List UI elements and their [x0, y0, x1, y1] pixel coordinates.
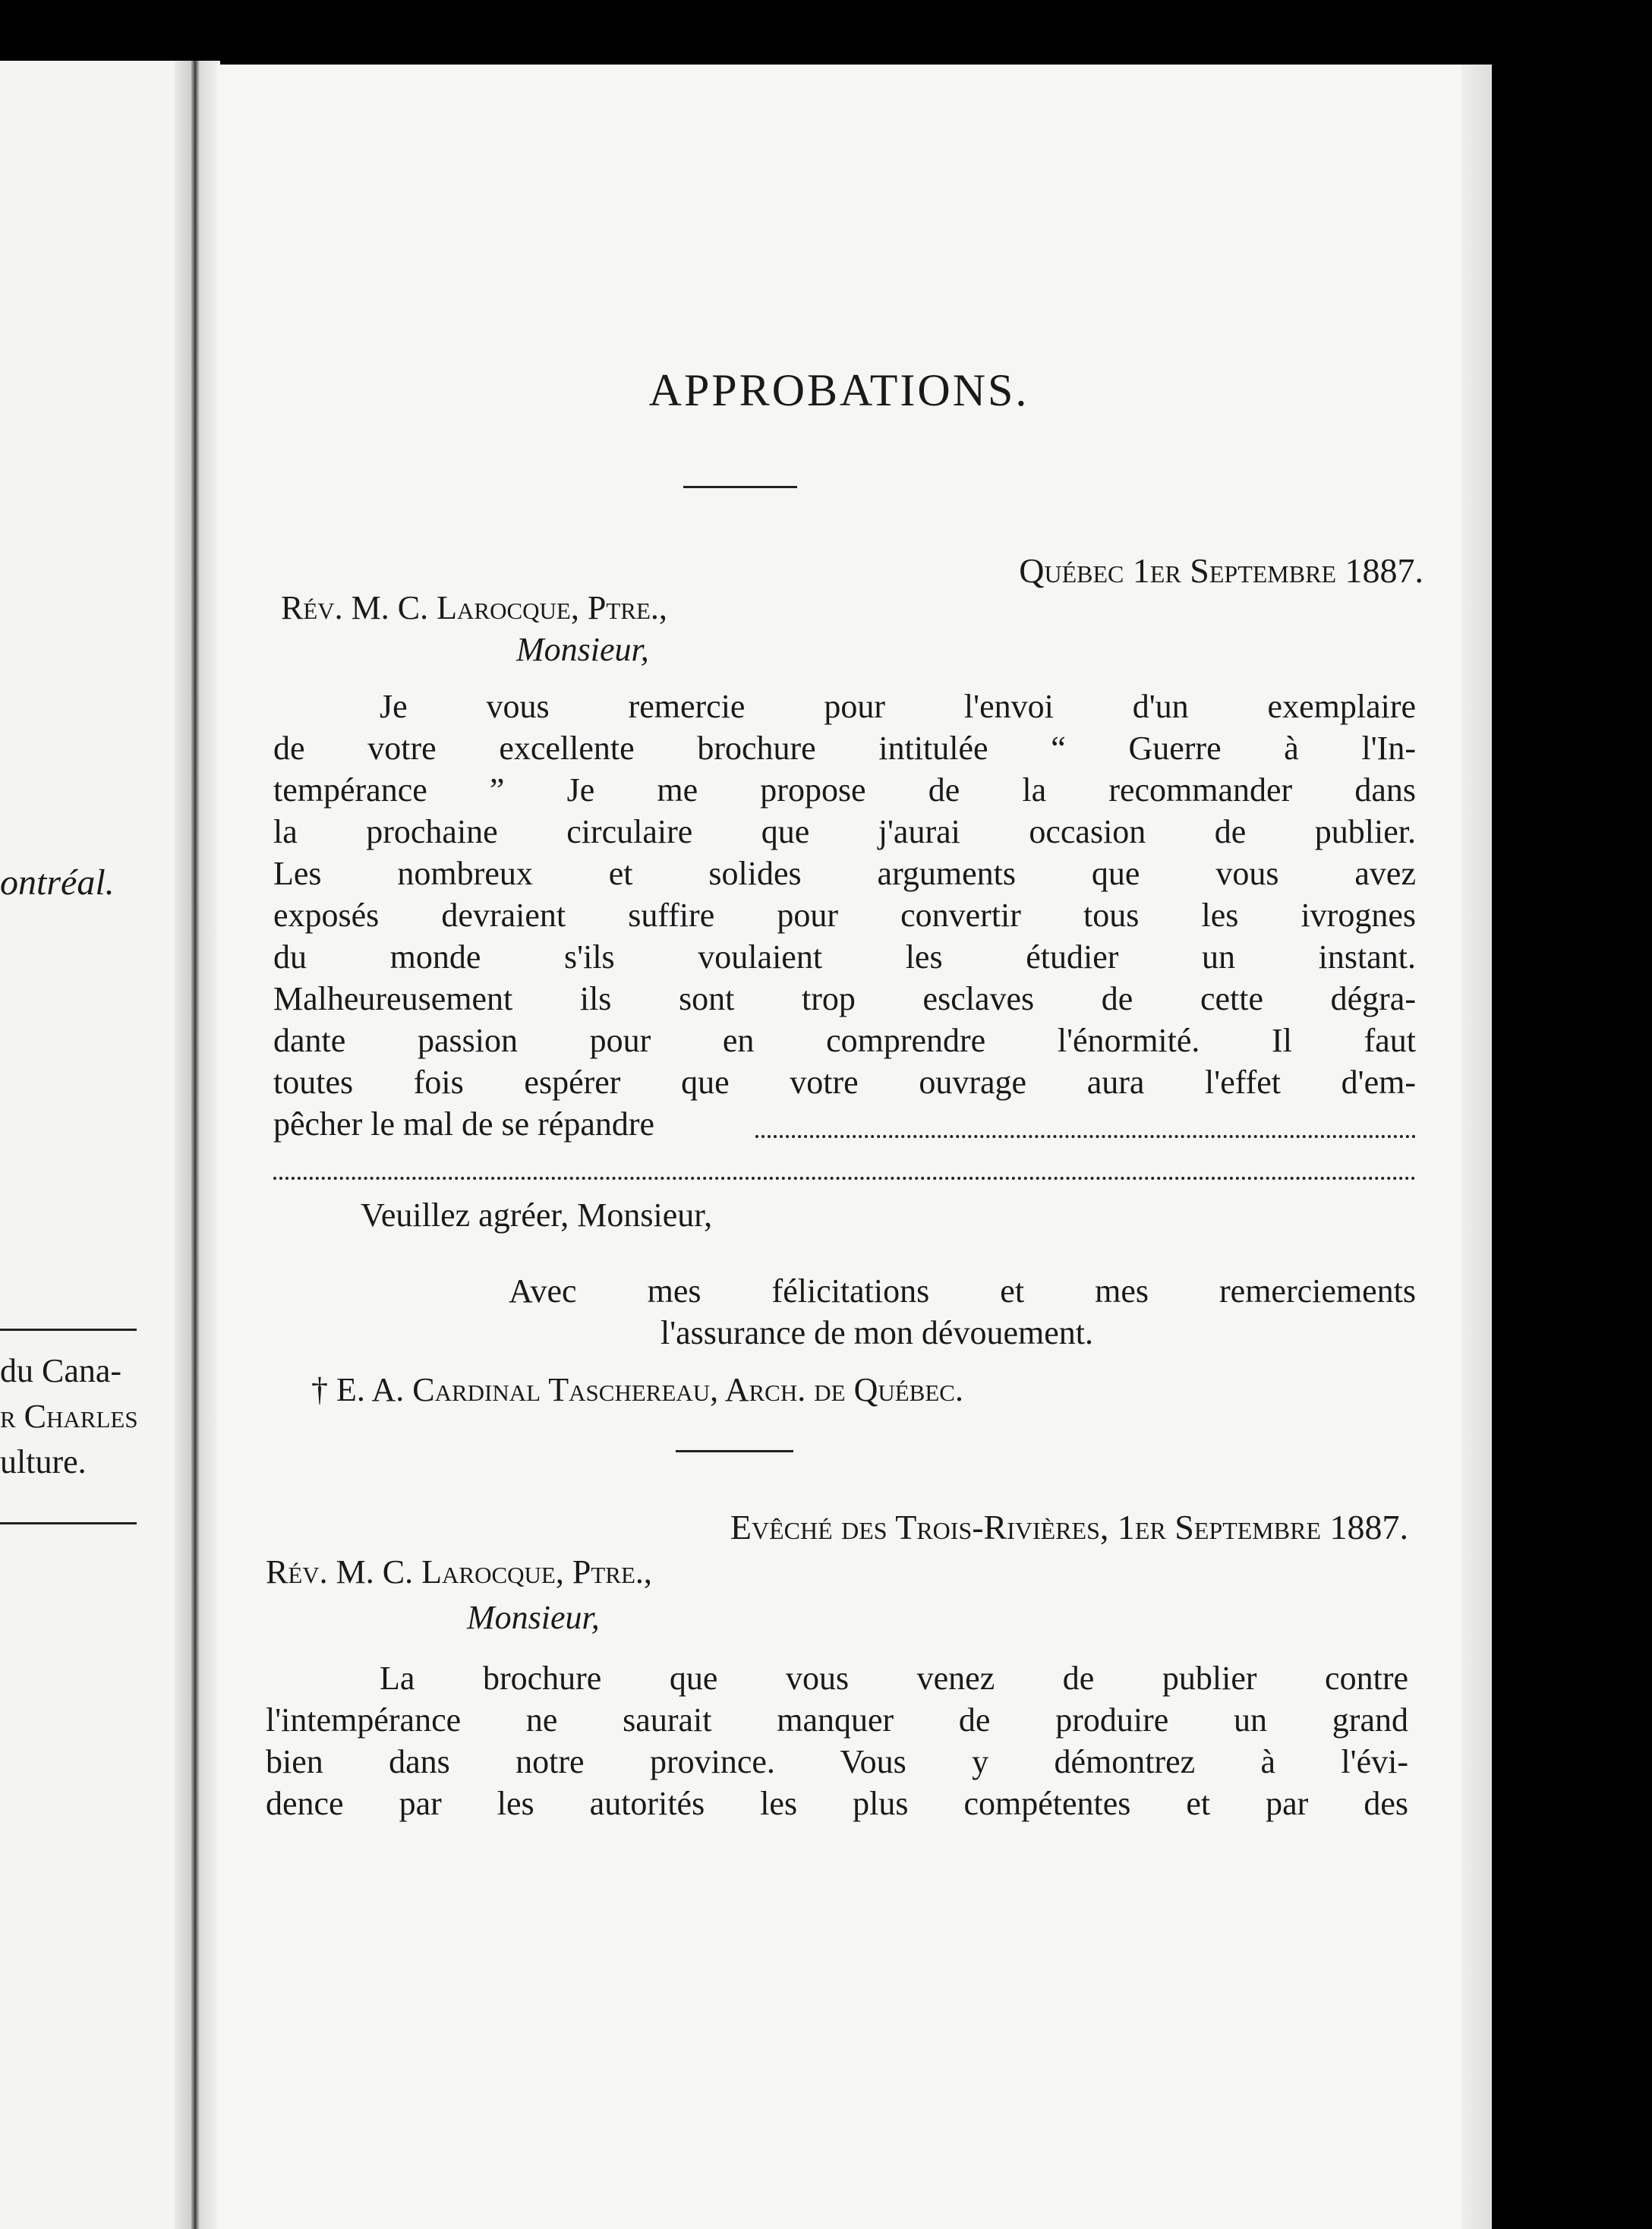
- letter2-body-line: dence par les autorités les plus compétentes et par des: [266, 1785, 1408, 1822]
- page-title: APPROBATIONS.: [648, 365, 1029, 415]
- letter1-salutation: Monsieur,: [516, 631, 649, 668]
- page-edge: [1461, 65, 1492, 2229]
- left-fragment-text: du Cana-: [0, 1352, 122, 1389]
- letter1-body-line: exposés devraient suffire pour convertir tous les ivrognes: [273, 897, 1416, 934]
- letter1-dateline: Québec 1er Septembre 1887.: [1019, 551, 1423, 590]
- left-page-fragment: [0, 61, 190, 2229]
- letter1-closing: Avec mes félicitations et mes remerciements: [509, 1272, 1416, 1310]
- letter1-body-line: dante passion pour en comprendre l'énormité. Il faut: [273, 1022, 1416, 1059]
- letter1-closing: Veuillez agréer, Monsieur,: [361, 1196, 713, 1234]
- left-fragment-text: ontréal.: [0, 862, 115, 903]
- section-rule: [676, 1450, 793, 1452]
- letter2-body-line: l'intempérance ne saurait manquer de produire un grand: [266, 1701, 1408, 1739]
- letter1-signature: † E. A. Cardinal Taschereau, Arch. de Québec.: [311, 1371, 963, 1408]
- letter1-body-line: Je vous remercie pour l'envoi d'un exemplaire: [380, 688, 1416, 725]
- document-page: [216, 65, 1461, 2229]
- letter1-body-line: toutes fois espérer que votre ouvrage aura l'effet d'em-: [273, 1064, 1416, 1101]
- left-fragment-text: r Charles: [0, 1398, 138, 1435]
- letter1-body-line: Malheureusement ils sont trop esclaves de cette dégra-: [273, 980, 1416, 1017]
- letter2-recipient: Rév. M. C. Larocque, Ptre.,: [266, 1553, 652, 1591]
- title-rule: [683, 486, 797, 488]
- ellipsis-dots: [273, 1177, 1416, 1180]
- letter1-closing: l'assurance de mon dévouement.: [660, 1314, 1093, 1351]
- letter1-body-line: Les nombreux et solides arguments que vous avez: [273, 855, 1416, 892]
- letter1-body-line: du monde s'ils voulaient les étudier un instant.: [273, 938, 1416, 976]
- ellipsis-dots: [755, 1135, 1416, 1138]
- left-rule-top: [0, 1329, 137, 1331]
- left-rule-bottom: [0, 1522, 137, 1524]
- letter1-recipient: Rév. M. C. Larocque, Ptre.,: [281, 589, 667, 626]
- letter1-body-line: la prochaine circulaire que j'aurai occasion de publier.: [273, 813, 1416, 850]
- letter1-body-line: de votre excellente brochure intitulée “ Guerre à l'In-: [273, 730, 1416, 767]
- book-gutter: [175, 61, 220, 2229]
- letter2-dateline: Evêché des Trois-Rivières, 1er Septembre 1887.: [730, 1508, 1408, 1546]
- letter1-body-line: tempérance ” Je me propose de la recommander dans: [273, 771, 1416, 809]
- letter1-body-line: pêcher le mal de se répandre: [273, 1105, 655, 1143]
- left-fragment-text: ulture.: [0, 1443, 87, 1480]
- letter2-body-line: La brochure que vous venez de publier contre: [380, 1660, 1408, 1697]
- letter2-salutation: Monsieur,: [467, 1599, 600, 1636]
- letter2-body-line: bien dans notre province. Vous y démontrez à l'évi-: [266, 1743, 1408, 1780]
